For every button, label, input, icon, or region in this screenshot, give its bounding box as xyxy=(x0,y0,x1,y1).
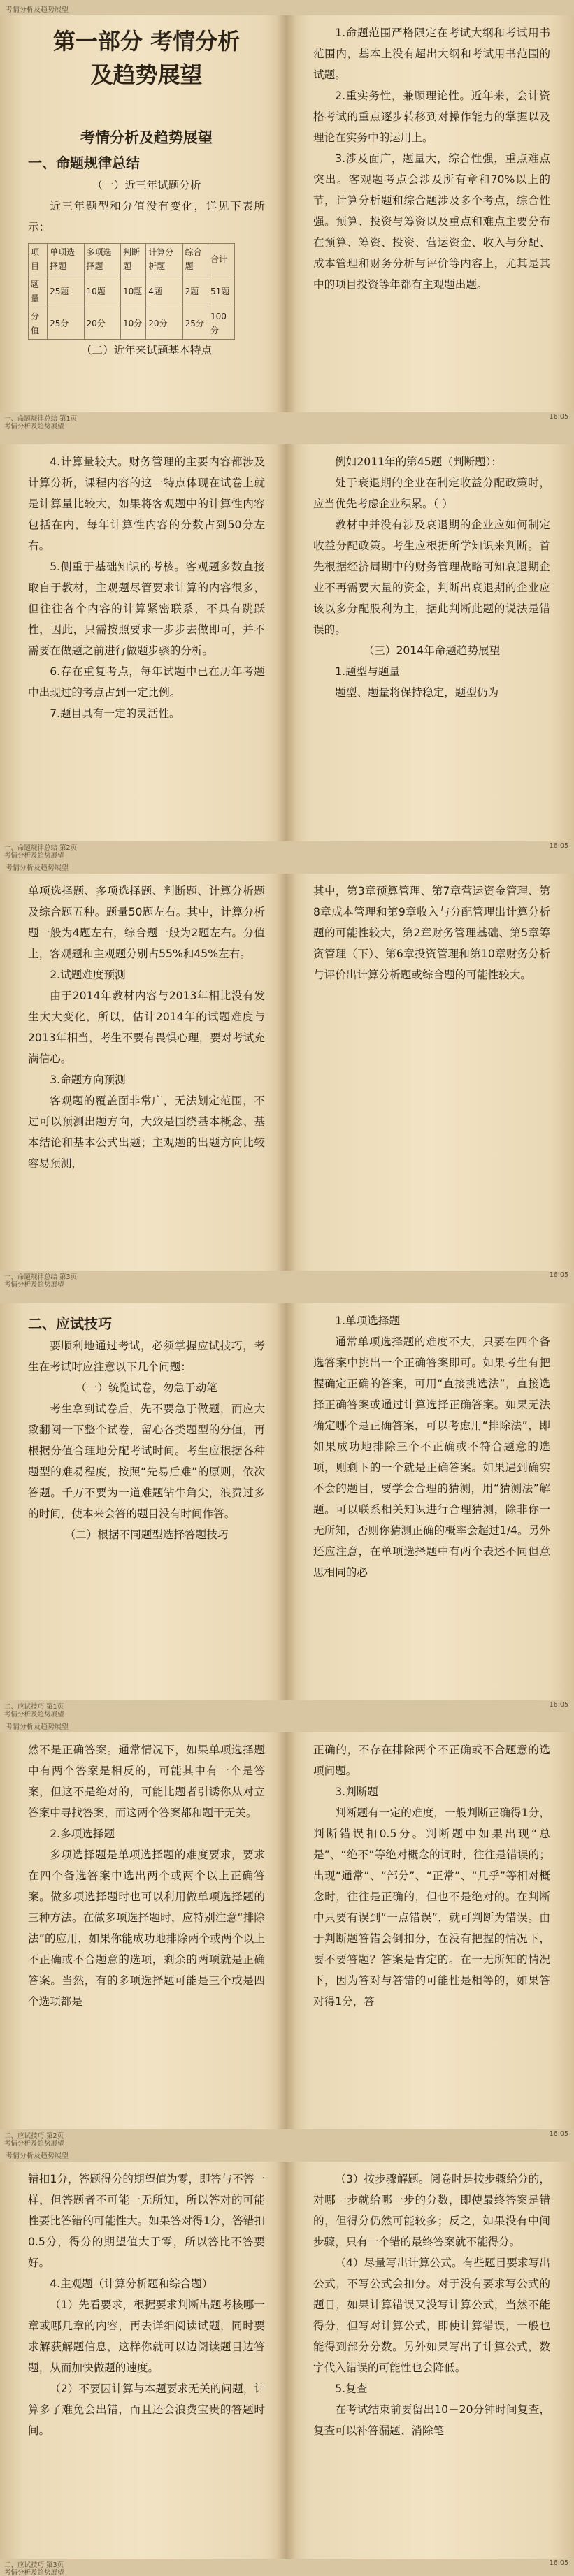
gutter-shadow xyxy=(287,2162,296,2575)
chapter-progress: 二、应试技巧 第1页 xyxy=(4,1703,64,1711)
reader-screen xyxy=(0,2146,574,2575)
paragraph: 6.存在重复考点，每年试题中已在历年考题中出现过的考点占到一定比例。 xyxy=(28,665,265,699)
page-spread xyxy=(0,1732,574,2146)
table-cell: 20分 xyxy=(84,307,120,340)
left-page[interactable] xyxy=(0,874,287,1287)
right-page[interactable] xyxy=(287,1732,574,2146)
book-title-header: 考情分析及趋势展望 xyxy=(0,1717,574,1732)
page-spread xyxy=(0,444,574,858)
page-content xyxy=(28,2169,265,2575)
left-page[interactable] xyxy=(0,444,287,858)
gutter-shadow xyxy=(276,874,286,1287)
subsection-heading: 二、应试技巧 xyxy=(28,1315,112,1332)
reader-screen xyxy=(0,429,574,858)
paragraph: 考生拿到试卷后，先不要急于做题，而应大致翻阅一下整个试卷，留心各类题型的分值，再根据分值合理地分配考试时间。考生应根据各种题型的难易程度，按照“先易后难”的原则，依次答题。千万不要为一道难题钻牛角尖，浪费过多的时间，使本来会答的题目没有时间作答。 xyxy=(28,1403,265,1520)
gutter-shadow xyxy=(276,1303,286,1717)
book-title-footer: 考情分析及趋势展望 xyxy=(4,1711,64,1717)
paragraph: 7.题目具有一定的灵活性。 xyxy=(50,707,180,720)
page-spread xyxy=(0,15,574,429)
paragraph: 2.试题难度预测 xyxy=(50,969,126,981)
subsection-title: （三）2014年命题趋势展望 xyxy=(363,644,501,657)
paragraph: 单项选择题、多项选择题、判断题、计算分析题及综合题五种。题量50题左右。其中，计算分析题一般为4题左右，综合题一般为2题左右。分值上，客观题和主观题分别占55%和45%左右。 xyxy=(28,885,265,960)
right-page[interactable] xyxy=(287,444,574,858)
paragraph: 错扣1分，答题得分的期望值为零，即答与不答一样，但答题者不可能一无所知，所以答对的可能性要比答错的可能性大。如果答对得1分，答错扣0.5分，得分的期望值大于零，所以答比不答要好。 xyxy=(28,2173,265,2269)
status-footer xyxy=(0,412,574,429)
paragraph: 题型、题量将保持稳定，题型仍为 xyxy=(335,686,499,699)
table-cell: 25题 xyxy=(48,275,84,307)
table-cell: 合计 xyxy=(208,244,234,275)
table-cell: 100分 xyxy=(208,307,234,340)
gutter-shadow xyxy=(276,444,286,858)
gutter-shadow xyxy=(276,15,286,429)
table-cell: 多项选择题 xyxy=(84,244,120,275)
gutter-shadow xyxy=(276,1732,286,2146)
book-title-footer: 考情分析及趋势展望 xyxy=(4,852,64,858)
gutter-shadow xyxy=(287,444,296,858)
paragraph: 4.计算量较大。财务管理的主要内容都涉及计算分析，课程内容的这一特点体现在试卷上就是计算量比较大，如果将客观题中的计算性内容包括在内，每年计算性内容的分数占到50分左右。 xyxy=(28,456,265,552)
right-page[interactable] xyxy=(287,1303,574,1717)
table-row xyxy=(29,307,235,340)
paragraph: 客观题的覆盖面非常广，无法划定范围，不过可以预测出题方向，大致是围绕基本概念、基本结论和基本公式出题；主观题的出题方向比较容易预测， xyxy=(28,1094,265,1170)
table-cell: 2题 xyxy=(182,275,208,307)
book-title-header: 考情分析及趋势展望 xyxy=(0,858,574,874)
subsection-title: （一）统览试卷，勿急于动笔 xyxy=(76,1382,217,1394)
paragraph: 5.侧重于基础知识的考核。客观题多数直接取自于教材，主观题尽管要求计算的内容很多，但往往各个内容的计算紧密联系，不具有跳跃性，因此，只需按照要求一步步去做即可，并不需要在做题之前进行做题步骤的分析。 xyxy=(28,560,265,657)
page-spread xyxy=(0,2162,574,2575)
book-title-footer: 考情分析及趋势展望 xyxy=(4,2569,64,2575)
chapter-title: 及趋势展望 xyxy=(90,61,203,88)
chapter-progress: 二、应试技巧 第2页 xyxy=(4,2132,64,2140)
reader-screen xyxy=(0,1717,574,2146)
paragraph: 4.主观题（计算分析题和综合题） xyxy=(50,2278,213,2290)
status-footer xyxy=(0,841,574,858)
left-page[interactable] xyxy=(0,1732,287,2146)
paragraph: 多项选择题是单项选择题的难度要求，要求在四个备选答案中选出两个或两个以上正确答案。做多项选择题时也可以利用做单项选择题的三种方法。在做多项选择题时，应特别注意“排除法”的应用，如果你能成功地排除两个或两个以上不正确或不合题意的选项，剩余的两项就是正确答案。当然，有的多项选择题可能是三个或是四个选项都是 xyxy=(28,1848,265,2008)
table-cell: 项目 xyxy=(29,244,48,275)
paragraph: 3.判断题 xyxy=(335,1786,378,1798)
page-content xyxy=(313,1310,550,1717)
chapter-progress: 二、应试技巧 第3页 xyxy=(4,2561,64,2569)
table-cell: 判断题 xyxy=(120,244,145,275)
paragraph: 要顺利地通过考试，必须掌握应试技巧，考生在考试时应注意以下几个问题： xyxy=(28,1340,265,1373)
book-title-footer: 考情分析及趋势展望 xyxy=(4,1281,64,1287)
page-content xyxy=(28,22,265,429)
reader-screen xyxy=(0,0,574,429)
paragraph: 其中，第3章预算管理、第7章营运资金管理、第8章成本管理和第9章收入与分配管理出计算分析题的可能性较大，第2章财务管理基础、第5章筹资管理（下）、第6章投资管理和第10章财务分析与评价出计算分析题或综合题的可能性较大。 xyxy=(313,885,550,981)
status-footer xyxy=(0,1271,574,1287)
chapter-progress: 一、命题规律总结 第2页 xyxy=(4,844,78,852)
page-content xyxy=(313,22,550,429)
gutter-shadow xyxy=(287,874,296,1287)
subsection-title: （一）近三年试题分析 xyxy=(92,179,201,191)
paragraph: 在考试结束前要留出10－20分钟时间复查，复查可以补答漏题、消除笔 xyxy=(313,2403,550,2437)
book-title-header: 考情分析及趋势展望 xyxy=(0,0,574,15)
right-page[interactable] xyxy=(287,874,574,1287)
clock: 16:05 xyxy=(549,1701,568,1709)
left-page[interactable] xyxy=(0,1303,287,1717)
subsection-heading: 一、命题规律总结 xyxy=(28,154,140,171)
table-cell: 51题 xyxy=(208,275,234,307)
left-page[interactable] xyxy=(0,2162,287,2575)
paragraph: 1.题型与题量 xyxy=(335,665,401,678)
section-heading: 考情分析及趋势展望 xyxy=(80,129,213,146)
paragraph: 通常单项选择题的难度不大，只要在四个备选答案中挑出一个正确答案即可。如果考生有把握确定正确的答案，可用“直接挑选法”，直接选择正确答案或通过计算选择正确答案。如果无法确定哪个是正确答案，可以考虑用“排除法”，即如果成功地排除三个不正确或不符合题意的选项，则剩下的一个就是正确答案。如果遇到确实不会的题目，要学会合理的猜测，用“猜测法”解题。可以联系相关知识进行合理猜测，除非你一无所知，否则你猜测正确的概率会超过1/4。另外还应注意，在单项选择题中有两个表述不同但意思相同的必 xyxy=(313,1336,550,1579)
table-cell: 20分 xyxy=(146,307,182,340)
paragraph: 5.复查 xyxy=(335,2382,368,2395)
paragraph: 1.命题范围严格限定在考试大纲和考试用书范围内，基本上没有超出大纲和考试用书范围的试题。 xyxy=(313,27,550,81)
book-title-header xyxy=(0,429,574,444)
paragraph: 处于衰退期的企业在制定收益分配政策时，应当优先考虑企业积累。（ ） xyxy=(313,477,550,510)
paragraph: 然不是正确答案。通常情况下，如果单项选择题中有两个答案是相反的，可能其中有一个是答案，但这不是绝对的，可能比题者引诱你从对立答案中寻找答案，而这两个答案都和题干无关。 xyxy=(28,1744,265,1819)
table-cell: 10题 xyxy=(84,275,120,307)
left-page[interactable] xyxy=(0,15,287,429)
page-spread xyxy=(0,874,574,1287)
page-content xyxy=(28,1310,265,1717)
paragraph: 3.涉及面广，题量大，综合性强，重点难点突出。客观题考点会涉及所有章和70%以上的节，计算分析题和综合题涉及多个考点，综合性强。预算、投资与筹资以及重点和难点主要分布在预算、筹资、投资、营运资金、收入与分配、成本管理和财务分析与评价等内容上，尤其是其中的项目投资等年都有主观题出题。 xyxy=(313,152,550,291)
paragraph: 近三年题型和分值没有变化，详见下表所示： xyxy=(28,200,265,233)
chapter-title: 第一部分 考情分析 xyxy=(52,28,241,55)
page-content xyxy=(313,1739,550,2146)
paragraph: （2）不要因计算与本题要求无关的问题，计算多了难免会出错，而且还会浪费宝贵的答题时间。 xyxy=(28,2382,265,2437)
status-footer xyxy=(0,2129,574,2146)
clock: 16:05 xyxy=(549,1271,568,1279)
table-cell: 25分 xyxy=(48,307,84,340)
status-footer xyxy=(0,1700,574,1717)
table-cell: 25分 xyxy=(182,307,208,340)
table-cell: 4题 xyxy=(146,275,182,307)
paragraph: 1.单项选择题 xyxy=(335,1315,401,1327)
book-title-footer: 考情分析及趋势展望 xyxy=(4,2140,64,2146)
table-cell: 综合题 xyxy=(182,244,208,275)
table-cell: 10分 xyxy=(120,307,145,340)
gutter-shadow xyxy=(276,2162,286,2575)
page-content xyxy=(313,451,550,858)
paragraph: 3.命题方向预测 xyxy=(50,1073,126,1086)
table-row xyxy=(29,244,235,275)
table-cell: 题量 xyxy=(29,275,48,307)
paragraph: 教材中并没有涉及衰退期的企业应如何制定收益分配政策。考生应根据所学知识来判断。首先根据经济周期中的财务管理战略可知衰退期企业不再需要大量的资金，判断出衰退期的企业应该以多分配股利为主，据此判断此题的说法是错误的。 xyxy=(313,519,550,636)
paragraph: （3）按步骤解题。阅卷时是按步骤给分的，对哪一步就给哪一步的分数，即使最终答案是错的，但得分仍然可能较多；反之，如果没有中间步骤，只有一个错的最终答案就不能得分。 xyxy=(313,2173,550,2248)
chapter-progress: 一、命题规律总结 第1页 xyxy=(4,415,78,423)
clock: 16:05 xyxy=(549,413,568,421)
table-cell: 计算分析题 xyxy=(146,244,182,275)
clock: 16:05 xyxy=(549,842,568,850)
exam-structure-table xyxy=(28,243,235,340)
book-title-footer: 考情分析及趋势展望 xyxy=(4,423,64,429)
right-page[interactable] xyxy=(287,15,574,429)
page-spread xyxy=(0,1303,574,1717)
status-footer xyxy=(0,2559,574,2575)
page-content xyxy=(28,881,265,1287)
page-content xyxy=(313,2169,550,2575)
subsection-title: （二）近年来试题基本特点 xyxy=(80,344,213,356)
paragraph: 正确的，不存在排除两个不正确或不合题意的选项问题。 xyxy=(313,1744,550,1777)
reader-screen xyxy=(0,1288,574,1717)
gutter-shadow xyxy=(287,15,296,429)
paragraph: 判断题有一定的难度，一般判断正确得1分，判断错误扣0.5分。判断题中如果出现“总是”、“绝不”等绝对概念的词时，往往是错误的；出现“通常”、“部分”、“正常”、“几乎”等相对概念时，往往是正确的，但也不是绝对的。在判断中只要有误到“一点错误”，就可判断为错误。由于判断题答错会倒扣分，在没有把握的情况下，要不要答题？答案是肯定的。在一无所知的情况下，因为答对与答错的可能性是相等的，如果答对得1分，答 xyxy=(313,1807,550,2008)
page-content xyxy=(28,451,265,858)
right-page[interactable] xyxy=(287,2162,574,2575)
reader-screen xyxy=(0,858,574,1287)
table-cell: 单项选择题 xyxy=(48,244,84,275)
paragraph: 2.多项选择题 xyxy=(50,1828,115,1840)
paragraph: （4）尽量写出计算公式。有些题目要求写出公式，不写公式会扣分。对于没有要求写公式的题目，如果计算错误又没写计算公式，当然不能得分，但写对计算公式，即使计算错误，一般也能得到部分分数。另外如果写出了计算公式，数字代入错误的可能性也会降低。 xyxy=(313,2257,550,2374)
paragraph: 2.重实务性，兼顾理论性。近年来，会计资格考试的重点逐步转移到对操作能力的掌握以及理论在实务中的运用上。 xyxy=(313,89,550,144)
gutter-shadow xyxy=(287,1303,296,1717)
page-content xyxy=(28,1739,265,2146)
clock: 16:05 xyxy=(549,2559,568,2567)
page-content xyxy=(313,881,550,1287)
paragraph: 由于2014年教材内容与2013年相比没有发生太大变化，所以，估计2014年的试题难度与2013年相当，考生不要有畏惧心理，要对考试充满信心。 xyxy=(28,990,265,1065)
table-row xyxy=(29,275,235,307)
clock: 16:05 xyxy=(549,2130,568,2138)
chapter-progress: 一、命题规律总结 第3页 xyxy=(4,1273,78,1281)
gutter-shadow xyxy=(287,1732,296,2146)
table-cell: 10题 xyxy=(120,275,145,307)
paragraph: （1）先看要求，根据要求判断出题考核哪一章或哪几章的内容，再去详细阅读试题，同时要求解获解题信息，这样你就可以边阅读题目边答题，从而加快做题的速度。 xyxy=(28,2299,265,2374)
book-title-header: 考情分析及趋势展望 xyxy=(0,2146,574,2162)
table-cell: 分值 xyxy=(29,307,48,340)
paragraph: 例如2011年的第45题（判断题）： xyxy=(335,456,503,468)
subsection-title: （二）根据不同题型选择答题技巧 xyxy=(64,1528,229,1541)
book-title-header xyxy=(0,1288,574,1303)
